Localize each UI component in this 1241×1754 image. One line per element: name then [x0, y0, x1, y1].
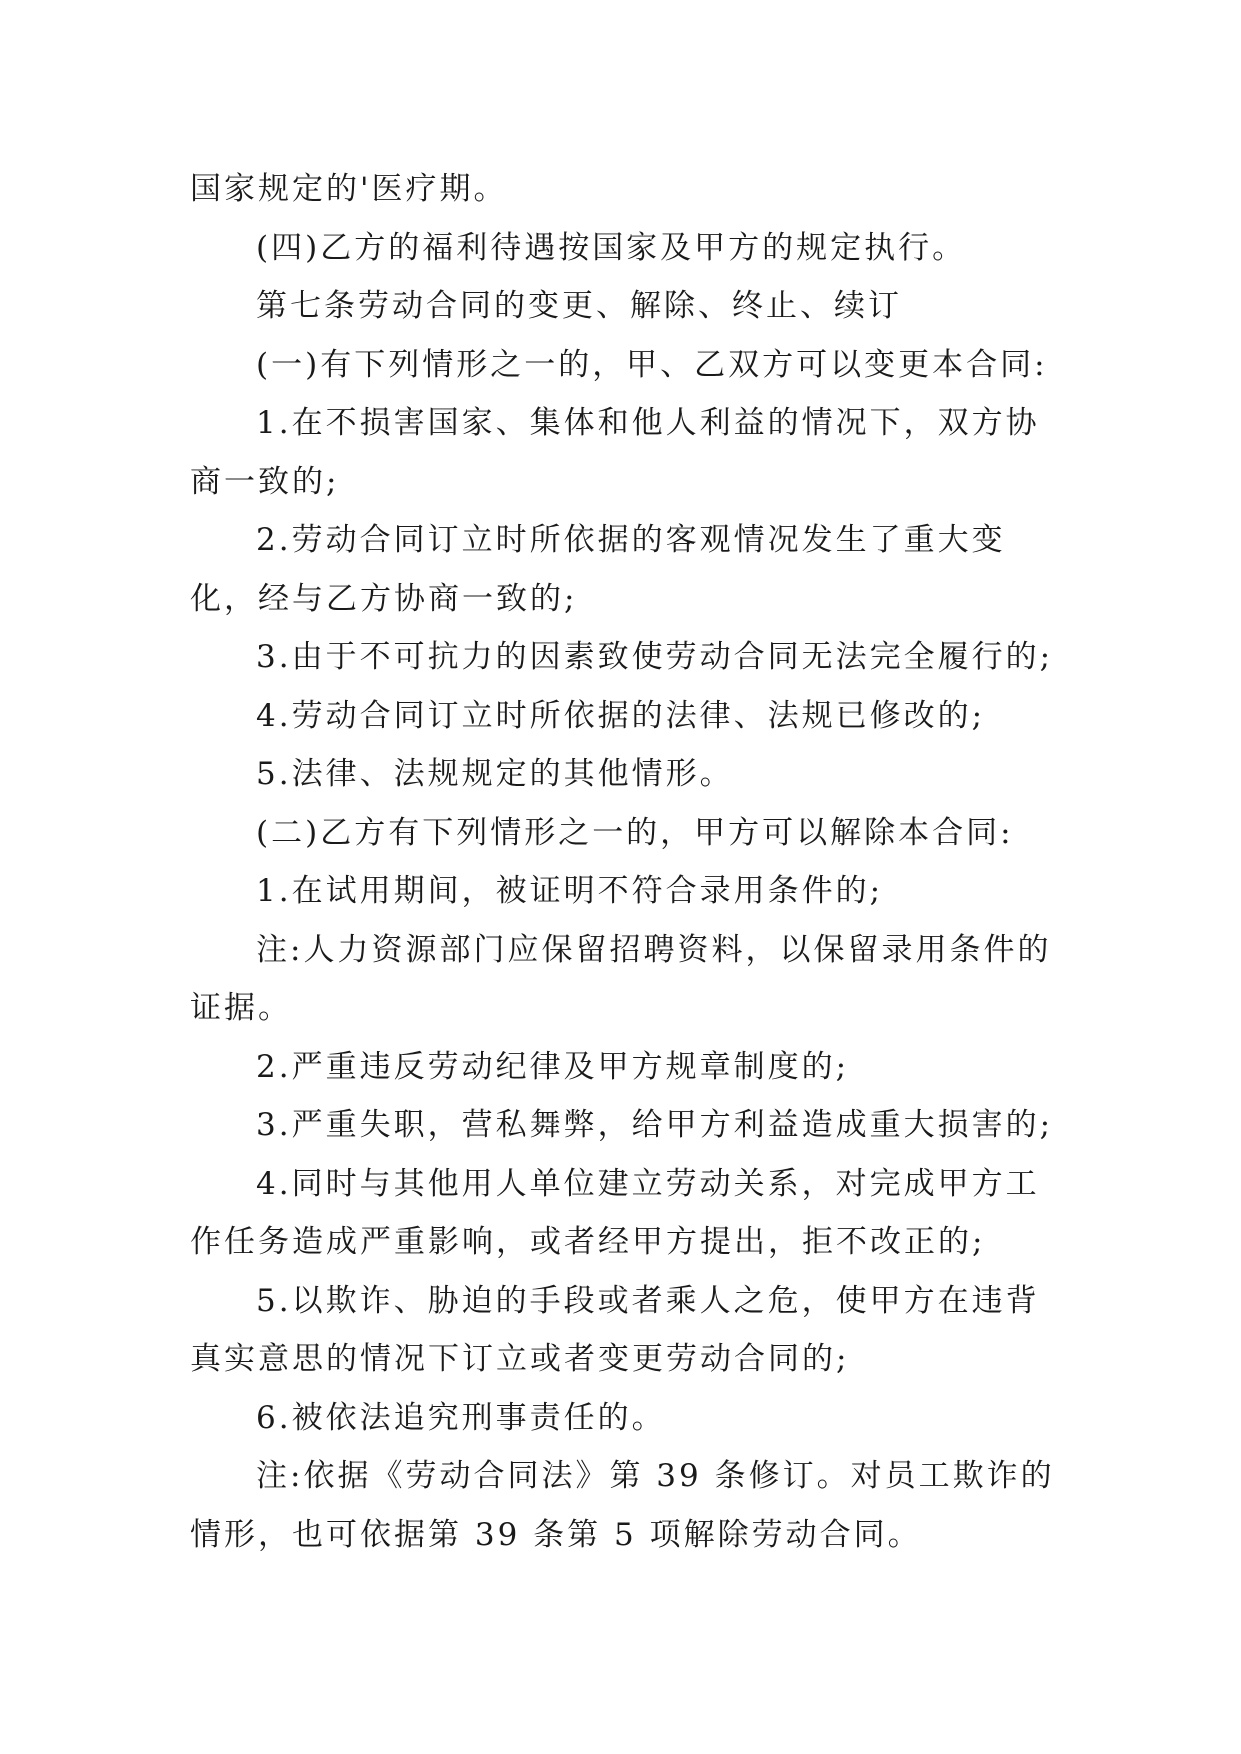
section-2-item-2: 2.严重违反劳动纪律及甲方规章制度的; [256, 1048, 850, 1085]
section-2-heading: (二)乙方有下列情形之一的，甲方可以解除本合同: [256, 814, 1014, 851]
section-2-item-1: 1.在试用期间，被证明不符合录用条件的; [256, 873, 884, 909]
article-7-heading: 第七条劳动合同的变更、解除、终止、续订 [256, 288, 902, 324]
section-1-item-1: 1.在不损害国家、集体和他人利益的情况下，双方协商一致的; [190, 405, 1040, 500]
paragraph-1: 国家规定的'医疗期。 [190, 171, 508, 207]
section-2-item-4: 4.同时与其他用人单位建立劳动关系，对完成甲方工作任务造成严重影响，或者经甲方提出，拒不改正的; [190, 1165, 1040, 1260]
section-2-item-6: 6.被依法追究刑事责任的。 [256, 1399, 666, 1436]
section-2-note-1: 注:人力资源部门应保留招聘资料，以保留录用条件的证据。 [190, 931, 1052, 1026]
section-2-item-5: 5.以欺诈、胁迫的手段或者乘人之危，使甲方在违背真实意思的情况下订立或者变更劳动合同的; [190, 1282, 1040, 1377]
section-1-heading: (一)有下列情形之一的，甲、乙双方可以变更本合同: [256, 346, 1048, 383]
paragraph-2: (四)乙方的福利待遇按国家及甲方的规定执行。 [256, 229, 967, 266]
section-1-item-3: 3.由于不可抗力的因素致使劳动合同无法完全履行的; [256, 639, 1054, 675]
section-2-note-2: 注:依据《劳动合同法》第 39 条修订。对员工欺诈的情形，也可依据第 39 条第 5 项解除劳动合同。 [190, 1458, 1055, 1553]
section-1-item-4: 4.劳动合同订立时所依据的法律、法规已修改的; [256, 697, 986, 734]
section-2-item-3: 3.严重失职，营私舞弊，给甲方利益造成重大损害的; [256, 1107, 1054, 1143]
document-body [190, 160, 1070, 1564]
section-1-item-5: 5.法律、法规规定的其他情形。 [256, 756, 734, 792]
section-1-item-2: 2.劳动合同订立时所依据的客观情况发生了重大变化，经与乙方协商一致的; [190, 522, 1006, 617]
